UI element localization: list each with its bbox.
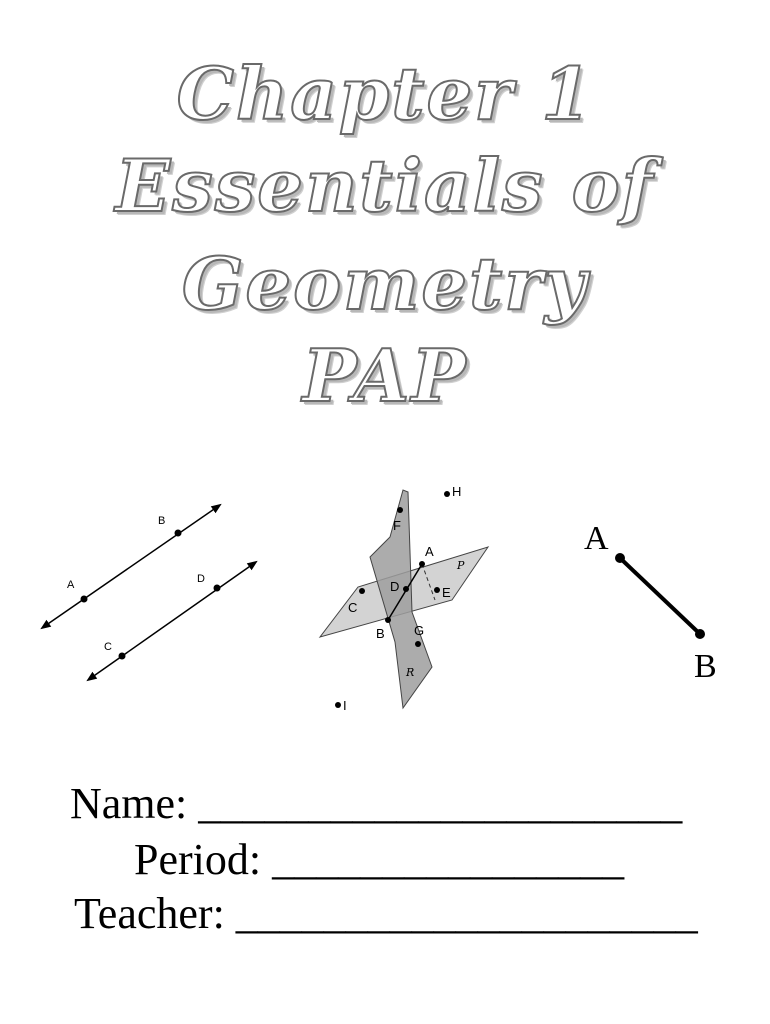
label-c: C (348, 600, 358, 615)
label-h: H (452, 484, 462, 499)
point-b (695, 629, 705, 639)
teacher-field-line: Teacher: _____________________ (74, 889, 698, 938)
chapter-title: Chapter 1 (176, 51, 594, 136)
point-b (175, 530, 182, 537)
point-a (615, 553, 625, 563)
label-a: A (425, 544, 434, 559)
point-g (415, 641, 421, 647)
label-a: A (67, 579, 75, 591)
label-b: B (694, 648, 717, 685)
point-a (81, 596, 88, 603)
line-ab (42, 505, 220, 628)
label-c: C (104, 641, 112, 653)
segment-ab-figure (560, 505, 750, 695)
label-a: A (584, 520, 609, 557)
label-d: D (197, 573, 205, 585)
point-a (419, 561, 425, 567)
label-d: D (390, 579, 400, 594)
label-b: B (158, 515, 166, 527)
point-f (397, 507, 403, 513)
label-i: I (343, 698, 347, 713)
label-plane-r: R (406, 666, 415, 679)
point-c (119, 653, 126, 660)
point-c (359, 588, 365, 594)
period-field-line: Period: ________________ (134, 835, 625, 884)
label-e: E (442, 585, 451, 600)
label-plane-p: P (457, 559, 465, 572)
segment-ab (620, 558, 700, 634)
point-d (214, 585, 221, 592)
name-field-line: Name: ______________________ (70, 779, 683, 828)
label-b: B (376, 626, 385, 641)
chapter-subtitle-line-1: Essentials of (115, 143, 655, 228)
point-d (403, 586, 409, 592)
label-f: F (393, 518, 401, 533)
point-e (434, 587, 440, 593)
intersecting-planes-figure (300, 472, 520, 722)
point-b (385, 617, 391, 623)
chapter-subtitle-line-2: Geometry (181, 241, 589, 326)
parallel-lines-figure (30, 490, 270, 700)
point-i (335, 702, 341, 708)
label-g: G (414, 623, 425, 638)
course-level-label: PAP (302, 333, 468, 418)
point-h (444, 491, 450, 497)
